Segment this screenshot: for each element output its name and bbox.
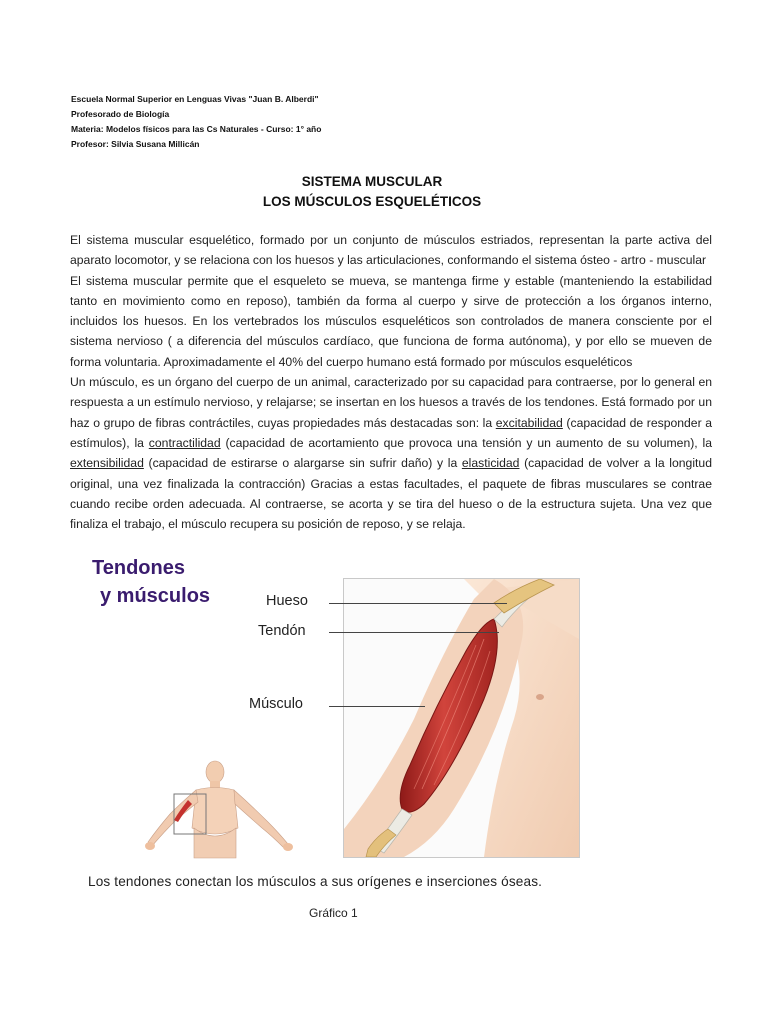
text-span: Un <box>70 375 90 390</box>
figure-number: Gráfico 1 <box>309 906 358 920</box>
text-span: (manteniendo la estabilidad tanto en movimiento como en reposo) <box>70 273 713 308</box>
paragraph-1: El sistema muscular esquelético, formado por un conjunto de músculos estriados, representan la parte activa del aparato locomotor, y se relaciona con los huesos y las articulaciones, conformando el sistema ósteo - artro - muscular <box>70 233 712 268</box>
text-span: (capacidad de volver a la longitud original, una vez finalizada la contracción) Gracias a estas facultades, el paquete de fibras musculares se contrae cuando recibe orden adecuada. Al contraerse, se acorta y se tira del hueso o de la estructura sujeta. Una vez que finaliza el trabajo, el músculo recupera su posición de reposo, y se relaja. <box>70 456 712 532</box>
text-span: , también da forma al cuerpo y sirve de protección a los órganos interno, incluidos los huesos. En los <box>70 293 712 329</box>
label-tendon: Tendón <box>258 623 306 639</box>
arm-illustration-frame <box>343 578 580 858</box>
term-cuerpo-humano: cuerpo humano <box>326 354 411 369</box>
text-span: está formado por músculos esqueléticos <box>410 354 633 369</box>
text-span: (capacidad de responder a estímulos), la <box>70 415 713 450</box>
program-name: Profesorado de Biología <box>71 109 170 119</box>
subject-line: Materia: Modelos físicos para las Cs Naturales - Curso: 1° año <box>71 124 322 134</box>
text-span: los músculos esqueléticos son controlados de manera consciente por el <box>298 314 712 329</box>
body-text <box>70 230 712 534</box>
term-contractilidad: contractilidad <box>148 435 221 450</box>
text-span: , que funciona de forma autónoma), y por ello se mueven de forma voluntaria. Aproximadamente el 40% del <box>70 334 712 369</box>
term-excitabilidad: excitabilidad <box>495 415 563 430</box>
sub-title: LOS MÚSCULOS ESQUELÉTICOS <box>262 194 482 209</box>
teacher-line: Profesor: Silvia Susana Millicán <box>71 139 200 149</box>
label-muscle: Músculo <box>249 696 303 712</box>
arm-muscle-illustration <box>344 579 579 857</box>
text-span: (capacidad de acortamiento que provoca una tensión y un aumento de su volumen), la <box>220 435 712 450</box>
figure-caption: Los tendones conectan los músculos a sus orígenes e inserciones óseas. <box>88 874 543 889</box>
text-span: se mueva, se mantenga firme y estable <box>326 273 560 288</box>
leader-muscle <box>329 706 425 707</box>
text-span: , es un órgano del cuerpo de un animal, caracterizado por su capacidad para contraerse, por lo general en respuesta a un estímulo nervioso, y relajarse; se insertan en los huesos a través de los tendones. Está formado por un haz o grupo de fibras contráctiles, cuyas propiedades más destacadas son: la <box>70 375 713 430</box>
main-title: SISTEMA MUSCULAR <box>301 174 443 189</box>
paragraph-2 <box>70 271 712 372</box>
term-musculo: músculo <box>89 375 135 390</box>
paragraph-3 <box>70 372 712 534</box>
term-esqueleto: esqueleto <box>273 273 327 288</box>
term-extensibilidad: extensibilidad <box>70 456 144 471</box>
figure-title <box>92 554 210 610</box>
school-name: Escuela Normal Superior en Lenguas Vivas "Juan B. Alberdi" <box>71 94 319 104</box>
text-span: ( a diferencia del músculos <box>162 334 324 349</box>
leader-tendon <box>329 632 499 633</box>
label-bone: Hueso <box>266 593 308 609</box>
text-span: (capacidad de estirarse o alargarse sin sufrir daño) y la <box>143 456 462 471</box>
text-span: El sistema muscular permite que el <box>70 273 274 288</box>
term-vertebrados: vertebrados <box>234 314 299 329</box>
term-cardiaco: cardíaco <box>323 334 371 349</box>
figure-title-line-2: y músculos <box>100 585 211 607</box>
human-body-figure <box>140 758 300 862</box>
figure-title-line-1: Tendones <box>92 557 185 579</box>
leader-bone <box>329 603 507 604</box>
term-elasticidad: elasticidad <box>461 456 520 471</box>
term-sistema-nervioso: sistema nervioso <box>70 334 163 349</box>
document-header <box>71 92 321 152</box>
